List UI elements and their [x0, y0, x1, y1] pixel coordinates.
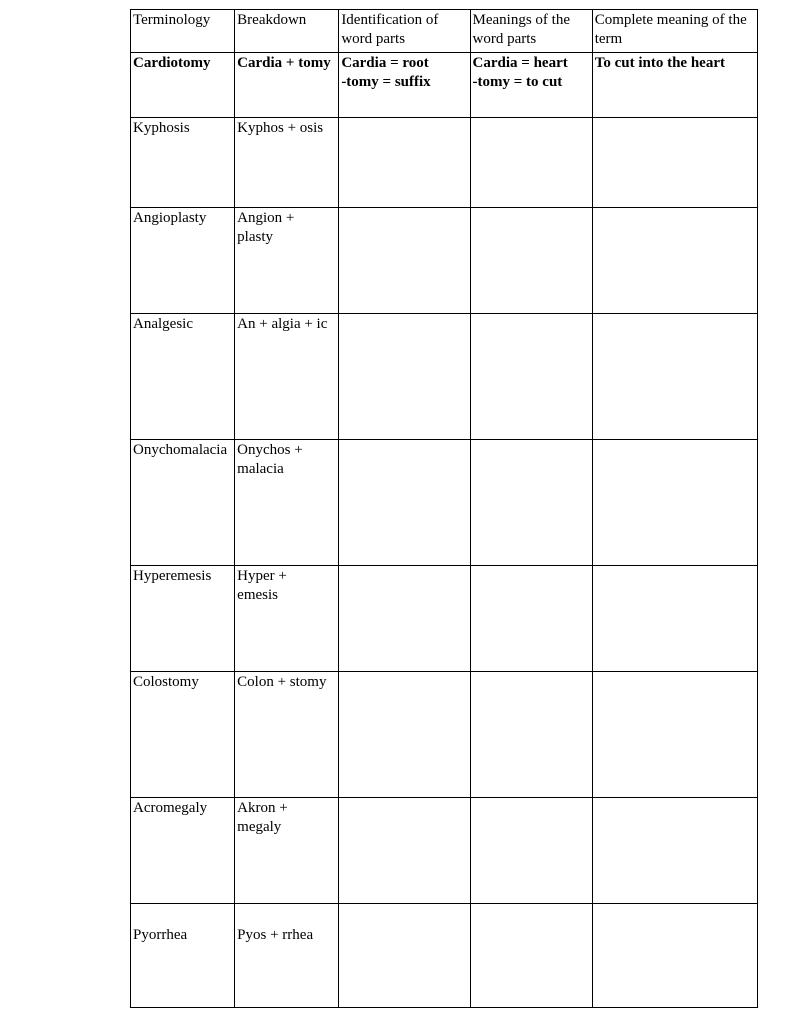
breakdown-cell: Pyos + rrhea — [235, 904, 339, 1008]
complete-meaning-answer-cell — [592, 208, 757, 314]
meanings-answer-cell — [470, 904, 592, 1008]
example-complete-meaning: To cut into the heart — [592, 53, 757, 118]
header-complete-meaning: Complete meaning of the term — [592, 10, 757, 53]
term-cell: Onychomalacia — [131, 440, 235, 566]
identification-answer-cell — [339, 904, 470, 1008]
header-breakdown: Breakdown — [235, 10, 339, 53]
identification-answer-cell — [339, 208, 470, 314]
breakdown-cell: Hyper + emesis — [235, 566, 339, 672]
example-identification: Cardia = root -tomy = suffix — [339, 53, 470, 118]
breakdown-cell: Kyphos + osis — [235, 118, 339, 208]
table-row — [131, 208, 758, 314]
meanings-answer-cell — [470, 208, 592, 314]
example-row — [131, 53, 758, 118]
identification-answer-cell — [339, 672, 470, 798]
breakdown-cell: Akron + megaly — [235, 798, 339, 904]
complete-meaning-answer-cell — [592, 904, 757, 1008]
term-cell: Hyperemesis — [131, 566, 235, 672]
meanings-answer-cell — [470, 118, 592, 208]
term-cell: Angioplasty — [131, 208, 235, 314]
example-meanings: Cardia = heart -tomy = to cut — [470, 53, 592, 118]
term-cell: Kyphosis — [131, 118, 235, 208]
meanings-answer-cell — [470, 440, 592, 566]
table-row — [131, 314, 758, 440]
meanings-answer-cell — [470, 798, 592, 904]
table-header-row — [131, 10, 758, 53]
complete-meaning-answer-cell — [592, 118, 757, 208]
term-cell: Pyorrhea — [131, 904, 235, 1008]
complete-meaning-answer-cell — [592, 440, 757, 566]
complete-meaning-answer-cell — [592, 566, 757, 672]
breakdown-cell: Colon + stomy — [235, 672, 339, 798]
identification-answer-cell — [339, 118, 470, 208]
table-row — [131, 904, 758, 1008]
identification-answer-cell — [339, 440, 470, 566]
identification-answer-cell — [339, 314, 470, 440]
complete-meaning-answer-cell — [592, 314, 757, 440]
complete-meaning-answer-cell — [592, 798, 757, 904]
term-cell: Acromegaly — [131, 798, 235, 904]
header-terminology: Terminology — [131, 10, 235, 53]
meanings-answer-cell — [470, 672, 592, 798]
header-identification: Identification of word parts — [339, 10, 470, 53]
identification-answer-cell — [339, 798, 470, 904]
meanings-answer-cell — [470, 314, 592, 440]
complete-meaning-answer-cell — [592, 672, 757, 798]
table-row — [131, 566, 758, 672]
meanings-answer-cell — [470, 566, 592, 672]
term-cell: Colostomy — [131, 672, 235, 798]
breakdown-cell: Onychos + malacia — [235, 440, 339, 566]
terminology-worksheet-table — [130, 9, 758, 1008]
table-row — [131, 440, 758, 566]
header-meanings: Meanings of the word parts — [470, 10, 592, 53]
example-breakdown: Cardia + tomy — [235, 53, 339, 118]
table-row — [131, 672, 758, 798]
example-term: Cardiotomy — [131, 53, 235, 118]
table-row — [131, 118, 758, 208]
table-row — [131, 798, 758, 904]
breakdown-cell: An + algia + ic — [235, 314, 339, 440]
term-cell: Analgesic — [131, 314, 235, 440]
breakdown-cell: Angion + plasty — [235, 208, 339, 314]
identification-answer-cell — [339, 566, 470, 672]
